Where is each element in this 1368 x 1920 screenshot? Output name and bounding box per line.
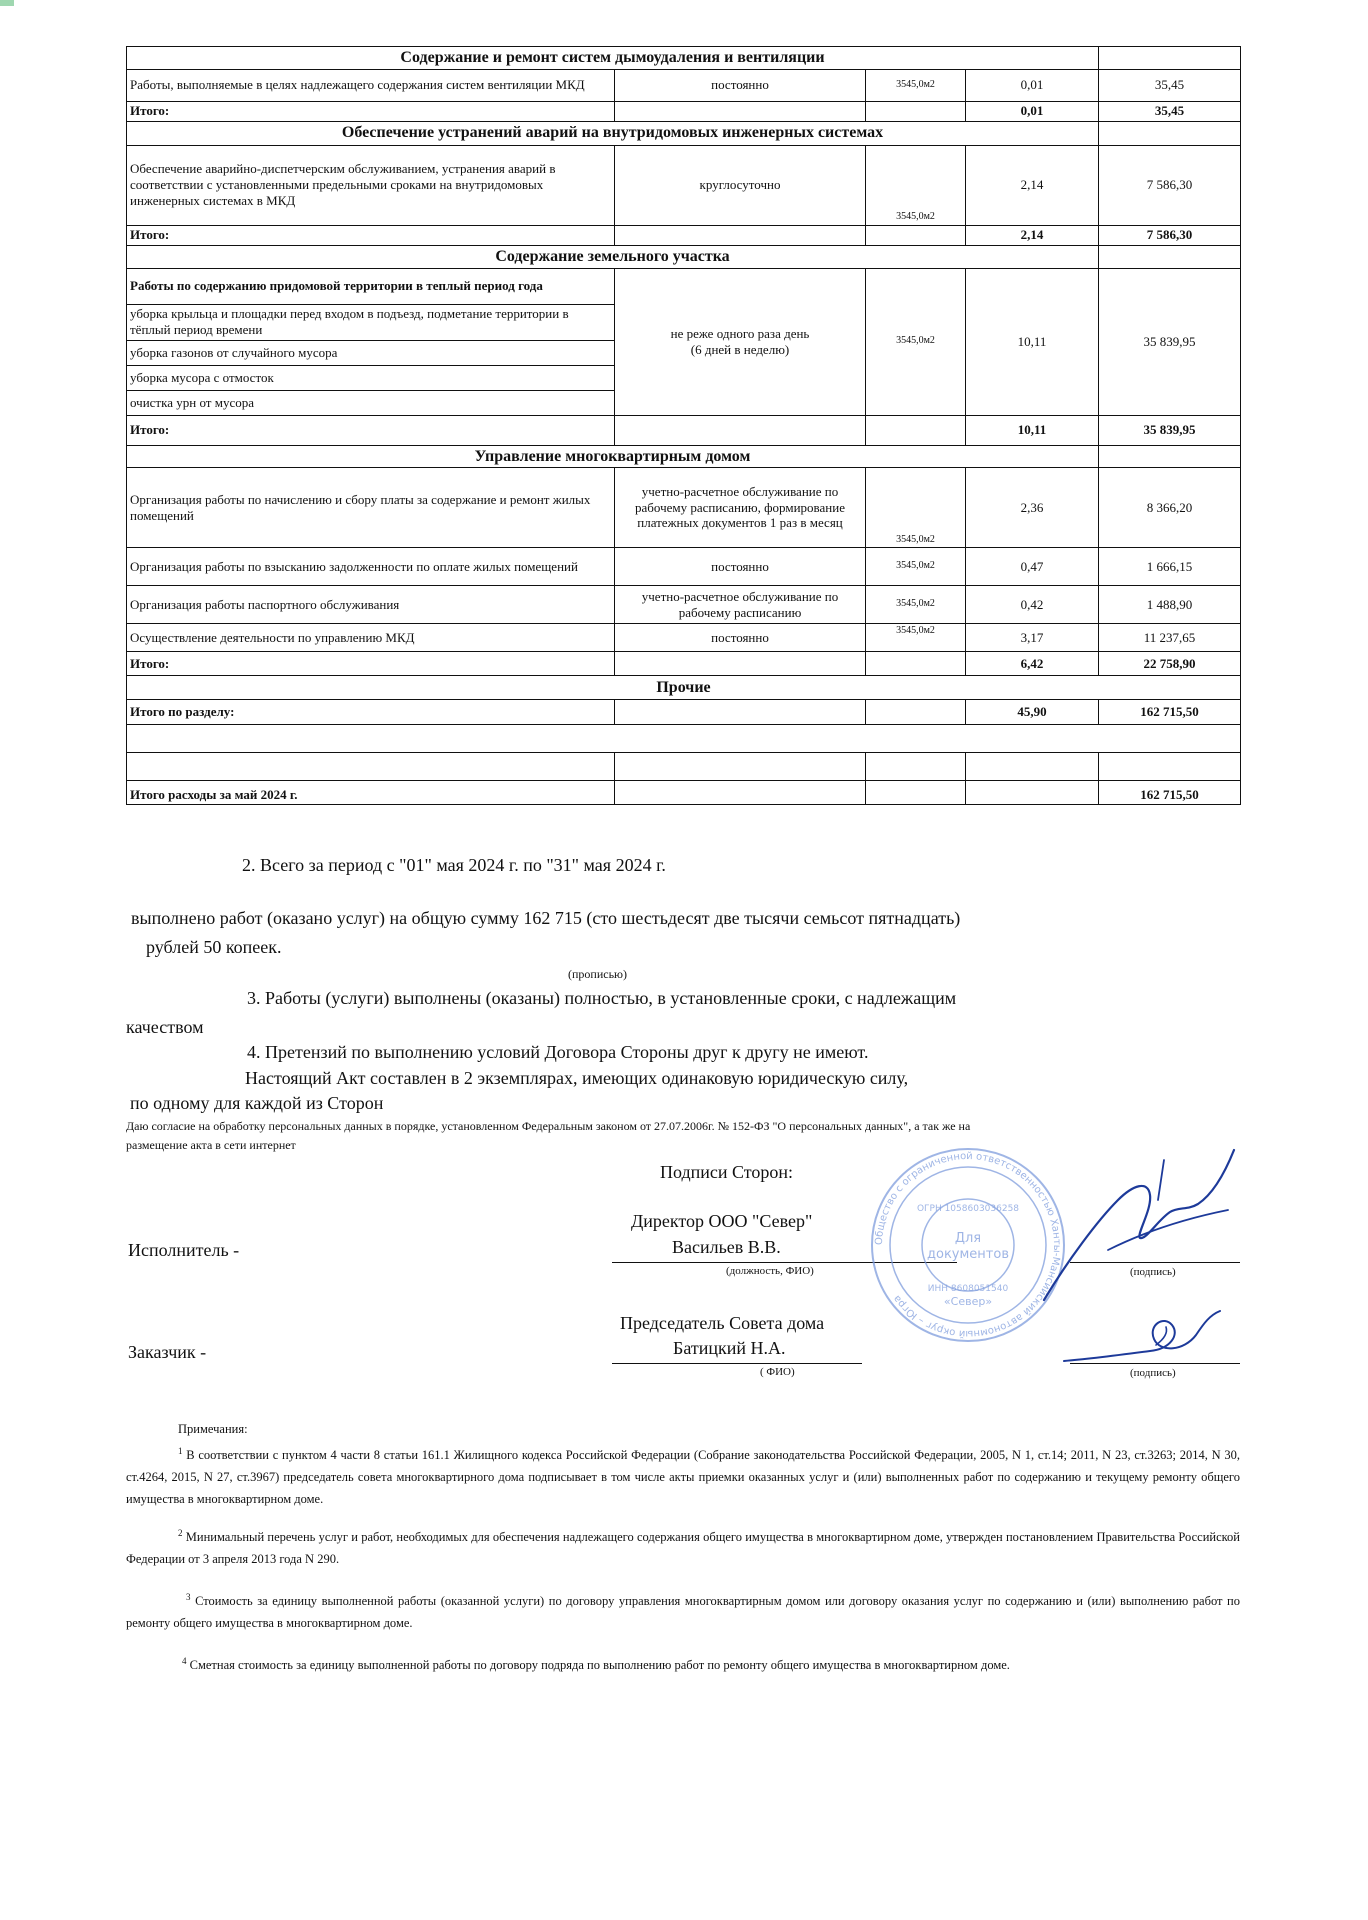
note-1: $^1$ В соответствии с пунктом 4 части 8 статьи 161.1 Жилищного кодекса Российской Федерации (Собрание законодательства Российской Федерации, 2005, N 1, ст.14; 2011, N 23, ст.3263; 2014, N 30, ст.4264, 2015, N 27, ст.3967) председатель совета многоквартирного дома подписывает в том числе акты приемки оказанных услуг и (или) выполненных работ по содержанию и текущему ремонту общего имущества в многоквартирном доме. bbox=[126, 1446, 1241, 1506]
svg-text:Общество с ограниченной ответс: Общество с ограниченной ответственностью Ханты-Мансийский автономный округ – Югра bbox=[873, 1150, 1063, 1340]
area: 3545,0м2 bbox=[866, 468, 966, 548]
signature-caption: (подпись) bbox=[1130, 1266, 1176, 1278]
clause-5: Настоящий Акт составлен в 2 экземплярах, имеющих одинаковую юридическую силу, bbox=[245, 1068, 909, 1088]
work-name: Осуществление деятельности по управлению МКД bbox=[127, 624, 615, 652]
empty-cell bbox=[1099, 121, 1241, 145]
periodicity: постоянно bbox=[615, 624, 866, 652]
scan-corner-mark bbox=[0, 0, 14, 6]
clause-4: 4. Претензий по выполнению условий Договора Стороны друг к другу не имеют. bbox=[247, 1042, 869, 1062]
periodicity: учетно-расчетное обслуживание по рабочему расписанию bbox=[615, 586, 866, 624]
propisyu-caption: (прописью) bbox=[568, 967, 628, 981]
customer-signature bbox=[1060, 1305, 1230, 1375]
area: 3545,0м2 bbox=[866, 624, 966, 652]
area: 3545,0м2 bbox=[866, 548, 966, 586]
subtotal-rate: 2,14 bbox=[966, 225, 1099, 245]
periodicity: круглосуточно bbox=[615, 145, 866, 225]
work-name: Работы, выполняемые в целях надлежащего содержания систем вентиляции МКД bbox=[127, 69, 615, 101]
svg-text:ИНН 8608051540: ИНН 8608051540 bbox=[927, 1284, 1009, 1294]
clause-3: 3. Работы (услуги) выполнены (оказаны) полностью, в установленные сроки, с надлежащим bbox=[247, 988, 957, 1008]
work-item: уборка газонов от случайного мусора bbox=[127, 340, 615, 365]
grand-total-cost: 162 715,50 bbox=[1099, 781, 1241, 805]
work-item: очистка урн от мусора bbox=[127, 390, 615, 415]
area: 3545,0м2 bbox=[866, 69, 966, 101]
customer-name: Батицкий Н.А. bbox=[673, 1338, 786, 1358]
subtotal-cost: 35,45 bbox=[1099, 101, 1241, 121]
subtotal-cost: 7 586,30 bbox=[1099, 225, 1241, 245]
executor-label: Исполнитель - bbox=[128, 1240, 240, 1260]
table-row bbox=[127, 69, 1241, 101]
table-row bbox=[127, 468, 1241, 548]
note-4: $^4$ Сметная стоимость за единицу выполненной работы по договору подряда по выполнению работ по ремонту общего имущества в многоквартирном доме. bbox=[182, 1656, 1010, 1673]
customer-position: Председатель Совета дома bbox=[620, 1313, 825, 1333]
grand-total-row bbox=[127, 781, 1241, 805]
cost: 1 666,15 bbox=[1099, 548, 1241, 586]
subtotal-label: Итого: bbox=[127, 225, 615, 245]
work-name: Организация работы паспортного обслуживания bbox=[127, 586, 615, 624]
clause-2: 2. Всего за период с "01" мая 2024 г. по "31" мая 2024 г. bbox=[242, 855, 666, 875]
subtotal-rate: 6,42 bbox=[966, 652, 1099, 676]
subtotal-cost: 35 839,95 bbox=[1099, 415, 1241, 445]
periodicity: постоянно bbox=[615, 69, 866, 101]
clause-2-amount: выполнено работ (оказано услуг) на общую сумму 162 715 (сто шестьдесят две тысячи семьсот пятнадцать) bbox=[131, 908, 961, 928]
subtotal-row bbox=[127, 415, 1241, 445]
area: 3545,0м2 bbox=[866, 268, 966, 415]
note-2: $^2$ Минимальный перечень услуг и работ, необходимых для обеспечения надлежащего содержания общего имущества в многоквартирном доме, утвержден постановлением Правительства Российской Федерации от 3 апреля 2013 года N 290. bbox=[126, 1528, 1240, 1567]
section-title: Управление многоквартирным домом bbox=[127, 445, 1099, 468]
table-row bbox=[127, 548, 1241, 586]
work-name: Обеспечение аварийно-диспетчерским обслуживанием, устранения аварий в соответствии с установленными предельными сроками на внутридомовых инженерных системах в МКД bbox=[127, 145, 615, 225]
rate: 0,42 bbox=[966, 586, 1099, 624]
cost: 7 586,30 bbox=[1099, 145, 1241, 225]
subtotal-rate: 10,11 bbox=[966, 415, 1099, 445]
section-title: Обеспечение устранений аварий на внутридомовых инженерных системах bbox=[127, 121, 1099, 145]
table-row bbox=[127, 624, 1241, 652]
customer-name-line bbox=[612, 1363, 862, 1364]
svg-text:Для: Для bbox=[954, 1231, 982, 1246]
cost: 35,45 bbox=[1099, 69, 1241, 101]
section-title: Содержание и ремонт систем дымоудаления и вентиляции bbox=[127, 47, 1099, 70]
section-title: Содержание земельного участка bbox=[127, 245, 1099, 268]
group-heading: Работы по содержанию придомовой территории в теплый период года bbox=[127, 268, 615, 304]
rate: 2,36 bbox=[966, 468, 1099, 548]
subtotal-label: Итого: bbox=[127, 415, 615, 445]
empty-cell bbox=[1099, 445, 1241, 468]
subtotal-row bbox=[127, 101, 1241, 121]
empty-row bbox=[127, 725, 1241, 753]
section-total-rate: 45,90 bbox=[966, 700, 1099, 725]
subtotal-label: Итого: bbox=[127, 652, 615, 676]
svg-text:ОГРН 1058603036258: ОГРН 1058603036258 bbox=[916, 1204, 1020, 1214]
subtotal-row bbox=[127, 225, 1241, 245]
work-name: Организация работы по начислению и сбору платы за содержание и ремонт жилых помещений bbox=[127, 468, 615, 548]
work-item: уборка мусора с отмосток bbox=[127, 365, 615, 390]
rate: 10,11 bbox=[966, 268, 1099, 415]
executor-position: Директор ООО "Север" bbox=[631, 1211, 813, 1231]
table-row bbox=[127, 145, 1241, 225]
subtotal-rate: 0,01 bbox=[966, 101, 1099, 121]
section-total-cost: 162 715,50 bbox=[1099, 700, 1241, 725]
work-name: Организация работы по взысканию задолженности по оплате жилых помещений bbox=[127, 548, 615, 586]
signature-caption: (подпись) bbox=[1130, 1367, 1176, 1379]
work-item: уборка крыльца и площадки перед входом в подъезд, подметание территории в тёплый период времени bbox=[127, 304, 615, 340]
executor-caption: (должность, ФИО) bbox=[726, 1265, 814, 1277]
area: 3545,0м2 bbox=[866, 586, 966, 624]
grand-total-label: Итого расходы за май 2024 г. bbox=[127, 781, 615, 805]
subtotal-row bbox=[127, 652, 1241, 676]
rate: 0,01 bbox=[966, 69, 1099, 101]
periodicity: не реже одного раза день (6 дней в неделю) bbox=[615, 268, 866, 415]
cost: 8 366,20 bbox=[1099, 468, 1241, 548]
signatures-title: Подписи Сторон: bbox=[660, 1162, 794, 1182]
works-table bbox=[126, 46, 1241, 805]
rate: 0,47 bbox=[966, 548, 1099, 586]
cost: 11 237,65 bbox=[1099, 624, 1241, 652]
empty-cell bbox=[1099, 47, 1241, 70]
cost: 1 488,90 bbox=[1099, 586, 1241, 624]
notes-title: Примечания: bbox=[178, 1422, 248, 1436]
customer-caption: ( ФИО) bbox=[760, 1366, 795, 1378]
note-3: $^3$ Стоимость за единицу выполненной работы (оказанной услуги) по договору управления многоквартирным домом или договору оказания услуг по содержанию и (или) выполнению работ по ремонту общего имущества в многоквартирном доме. bbox=[126, 1592, 1240, 1631]
svg-text:«Север»: «Север» bbox=[943, 1295, 993, 1308]
executor-name: Васильев В.В. bbox=[672, 1237, 781, 1257]
customer-label: Заказчик - bbox=[128, 1342, 207, 1362]
section-total-label: Итого по разделу: bbox=[127, 700, 615, 725]
personal-data-consent: Даю согласие на обработку персональных данных в порядке, установленном Федеральным законом от 27.07.2006г. № 152-ФЗ "О персональных данных", а так же на размещение акта в сети интернет bbox=[126, 1119, 971, 1152]
subtotal-label: Итого: bbox=[127, 101, 615, 121]
clause-5-cont: по одному для каждой из Сторон bbox=[130, 1093, 384, 1113]
area: 3545,0м2 bbox=[866, 145, 966, 225]
clause-3-cont: качеством bbox=[126, 1017, 204, 1037]
table-row bbox=[127, 268, 1241, 304]
table-row bbox=[127, 586, 1241, 624]
rate: 3,17 bbox=[966, 624, 1099, 652]
empty-cell bbox=[1099, 245, 1241, 268]
periodicity: постоянно bbox=[615, 548, 866, 586]
svg-text:документов: документов bbox=[927, 1247, 1009, 1262]
section-title: Прочие bbox=[127, 676, 1241, 700]
cost: 35 839,95 bbox=[1099, 268, 1241, 415]
clause-2-amount-cont: рублей 50 копеек. bbox=[146, 937, 282, 957]
rate: 2,14 bbox=[966, 145, 1099, 225]
periodicity: учетно-расчетное обслуживание по рабочему расписанию, формирование платежных документов 1 раз в месяц bbox=[615, 468, 866, 548]
section-total-row bbox=[127, 700, 1241, 725]
subtotal-cost: 22 758,90 bbox=[1099, 652, 1241, 676]
empty-row bbox=[127, 753, 1241, 781]
executor-signature bbox=[1038, 1140, 1238, 1310]
